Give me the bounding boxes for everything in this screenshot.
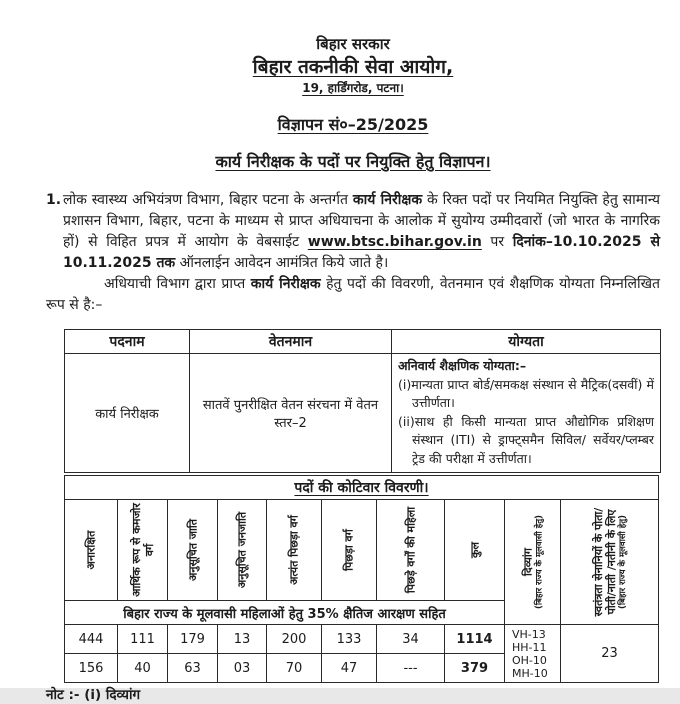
vacancy-cell: 40: [118, 654, 168, 683]
post-details-row: [65, 354, 661, 473]
text-segment: अधियाची विभाग द्वारा प्राप्त: [104, 276, 251, 292]
commission-name: बिहार तकनीकी सेवा आयोग,: [252, 56, 454, 78]
qualification-title: अनिवार्य शैक्षणिक योग्यता:–: [398, 358, 527, 373]
category-column-header: [218, 500, 267, 601]
advertisement-number: विज्ञापन सं०–25/2025: [277, 115, 429, 134]
vacancy-cell: 47: [322, 654, 377, 683]
vacancy-cell: 133: [322, 625, 377, 654]
government-name: बिहार सरकार: [316, 35, 390, 53]
rotated-header-text: [592, 503, 628, 621]
horizontal-reservation-note: बिहार राज्य के मूलवासी महिलाओं हेतु 35% क्षैतिज आरक्षण सहित: [65, 601, 505, 625]
vacancy-cell: 63: [168, 654, 218, 683]
text-segment: लोक स्वास्थ्य अभियंत्रण विभाग, बिहार पटना के अन्तर्गत: [63, 192, 353, 208]
qualification-items: [398, 376, 654, 469]
category-column-header: [118, 500, 168, 601]
text-segment: www.btsc.bihar.gov.in: [307, 234, 482, 250]
vacancy-cell: 13: [218, 625, 267, 654]
header-sub-text: (बिहार राज्य के मूलवासी हेतु): [617, 515, 628, 609]
text-segment: हेतु पदों की विवरणी, वेतनमान एवं शैक्षणिक योग्यता निम्नलिखित रूप से है:–: [46, 276, 661, 313]
rotated-header-text: अत्यंत पिछड़ा वर्ग: [287, 515, 301, 585]
category-column-header: [377, 500, 445, 601]
category-column-header: [445, 500, 505, 601]
paragraph-1: [46, 190, 660, 274]
vacancy-row: [65, 625, 659, 654]
divyang-code: OH-10: [512, 653, 547, 667]
rotated-header-text: आर्थिक रूप से कमजोर वर्ग: [129, 503, 156, 597]
qualification-cell: [392, 354, 661, 473]
rotated-header-text: [521, 503, 544, 621]
vacancy-cell: 200: [267, 625, 322, 654]
vacancy-cell: ---: [377, 654, 445, 683]
category-header-row: [65, 500, 659, 601]
note-partial: नोट :- (i) दिव्यांग: [46, 687, 141, 703]
total-cell: 1114: [445, 625, 505, 654]
text-segment: कार्य निरीक्षक: [352, 192, 423, 208]
column-header-pay: वेतनमान: [190, 330, 392, 354]
post-details-table: [64, 329, 661, 473]
category-column-header: [65, 500, 118, 601]
paragraph-2: [46, 274, 660, 316]
paragraph-number: 1.: [46, 192, 62, 208]
text-segment: के रिक्त पदों पर नियमित नियुक्ति हेतु सामान्य प्रशासन विभाग, बिहार, पटना के माध्यम से प्राप्त अधियाचना के आलोक में सुयोग्य उम्मीदवारों (जो भारत के नागरिक हों) से विहित प्रपत्र में आयोग के वेबसाईट: [63, 192, 660, 250]
header-main-text: स्वतंत्रता सेनानियों के पोता/पोती/नाती /नतीनी के लिए: [591, 507, 618, 617]
vacancy-cell: 03: [218, 654, 267, 683]
total-cell: 379: [445, 654, 505, 683]
paragraph-1-text: [63, 190, 660, 274]
rotated-header-text: अनुसूचित जाति: [186, 519, 199, 582]
divyang-code: HH-11: [512, 640, 547, 654]
qualification-item: (ii)साथ ही किसी मान्यता प्राप्त औद्योगिक प्रशिक्षण संस्थान (ITI) से ड्राफ्ट्समैन सिविल/ सर्वेयर/प्लम्बर ट्रेड की परीक्षा में उत्तीर्णता।: [398, 413, 654, 466]
rotated-header-text: पिछड़े वर्गों की महिला: [404, 506, 417, 594]
pay-scale-cell: सातवें पुनरीक्षित वेतन संरचना में वेतन स्तर–2: [190, 354, 392, 473]
text-segment: पर: [481, 234, 513, 250]
rotated-header-text: अनुसूचित जनजाति: [235, 511, 249, 589]
category-column-header: [505, 500, 561, 625]
column-header-post: पदनाम: [65, 330, 190, 354]
category-table-title-row: [65, 476, 659, 500]
rotated-header-text: कुल: [468, 542, 481, 558]
vacancy-cell: 34: [377, 625, 445, 654]
post-name-cell: कार्य निरीक्षक: [65, 354, 190, 473]
vacancy-cell: 444: [65, 625, 118, 654]
category-column-header: [322, 500, 377, 601]
category-wise-vacancy-table: [64, 475, 659, 683]
qualification-item: (i)मान्यता प्राप्त बोर्ड/समकक्ष संस्थान से मैट्रिक(दसवीं) में उत्तीर्णता।: [398, 376, 654, 410]
header-sub-text: (बिहार राज्य के मूलवासी हेतु): [534, 515, 544, 609]
vacancy-cell: 111: [118, 625, 168, 654]
page-title: कार्य निरीक्षक के पदों पर नियुक्ति हेतु विज्ञापन।: [215, 152, 491, 171]
column-header-qualification: योग्यता: [392, 330, 661, 354]
text-segment: कार्य निरीक्षक: [250, 276, 321, 292]
text-segment: दिनांक–10.10.2025 से 10.11.2025 तक: [63, 234, 660, 271]
category-column-header: [267, 500, 322, 601]
category-column-header: [561, 500, 659, 625]
vacancy-cell: 70: [267, 654, 322, 683]
text-segment: ऑनलाईन आवेदन आमंत्रित किये जाते है।: [175, 255, 389, 271]
header-main-text: दिव्यांग: [521, 548, 534, 576]
category-column-header: [168, 500, 218, 601]
vacancy-cell: 156: [65, 654, 118, 683]
rotated-header-text: अनारक्षित: [84, 530, 98, 570]
commission-address: 19, हार्डिंगरोड, पटना।: [302, 81, 404, 95]
rotated-header-text: पिछड़ा वर्ग: [342, 529, 356, 571]
divyang-code: MH-10: [512, 666, 548, 680]
divyang-code: VH-13: [512, 627, 546, 641]
post-details-header-row: [65, 330, 661, 354]
vacancy-cell: 179: [168, 625, 218, 654]
category-table-title: पदों की कोटिवार विवरणी।: [65, 476, 659, 500]
divyang-breakup-cell: [505, 625, 561, 683]
freedom-fighter-cell: 23: [561, 625, 659, 683]
